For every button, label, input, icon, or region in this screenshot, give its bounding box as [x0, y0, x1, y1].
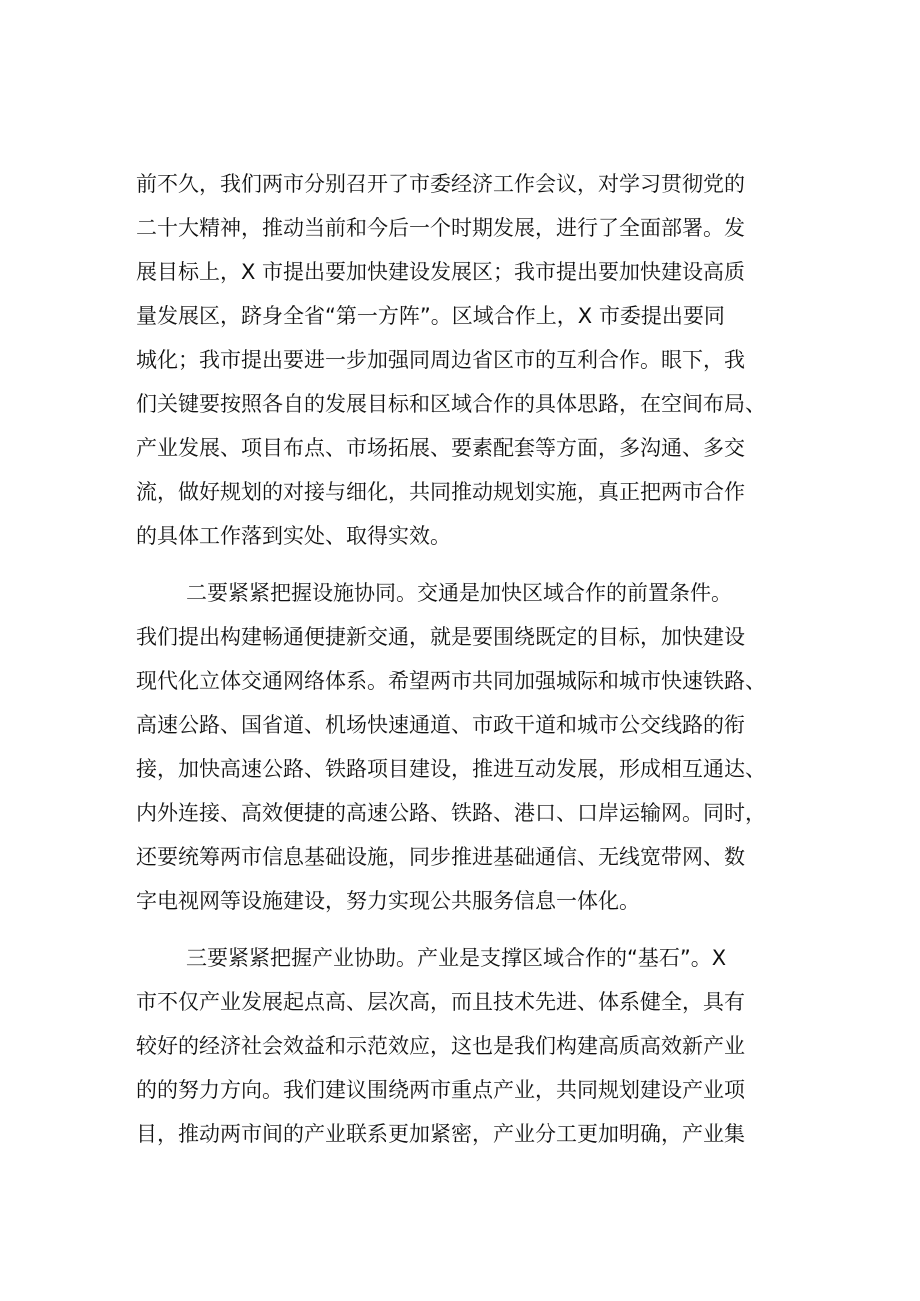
- text-line: 三要紧紧把握产业协助。产业是支撑区域合作的“基石”。X: [186, 946, 727, 970]
- text-line: 字电视网等设施建设，努力实现公共服务信息一体化。: [136, 889, 640, 913]
- text-line: 市不仅产业发展起点高、层次高，而且技术先进、体系健全，具有: [136, 990, 745, 1014]
- text-line: 还要统筹两市信息基础设施，同步推进基础通信、无线宽带网、数: [136, 845, 745, 869]
- paragraph-3: [136, 936, 800, 1156]
- text-line: 现代化立体交通网络体系。希望两市共同加强城际和城市快速铁路、: [136, 669, 766, 693]
- text-line: 的具体工作落到实处、取得实效。: [136, 524, 451, 548]
- text-line: 的的努力方向。我们建议围绕两市重点产业，共同规划建设产业项: [136, 1078, 745, 1102]
- text-line: 量发展区，跻身全省“第一方阵”。区域合作上，X 市委提出要同: [136, 304, 725, 328]
- paragraph-1: [136, 162, 800, 558]
- text-line: 产业发展、项目布点、市场拓展、要素配套等方面，多沟通、多交: [136, 436, 745, 460]
- text-line: 前不久，我们两市分别召开了市委经济工作会议，对学习贯彻党的: [136, 172, 745, 196]
- text-line: 较好的经济社会效益和示范效应，这也是我们构建高质高效新产业: [136, 1034, 745, 1058]
- text-line: 高速公路、国省道、机场快速通道、市政干道和城市公交线路的衔: [136, 713, 745, 737]
- text-line: 展目标上，X 市提出要加快建设发展区；我市提出要加快建设高质: [136, 260, 746, 284]
- paragraph-2: [136, 571, 800, 923]
- text-line: 目，推动两市间的产业联系更加紧密，产业分工更加明确，产业集: [136, 1122, 745, 1146]
- text-line: 城化；我市提出要进一步加强同周边省区市的互利合作。眼下，我: [136, 348, 745, 372]
- text-line: 我们提出构建畅通便捷新交通，就是要围绕既定的目标，加快建设: [136, 625, 745, 649]
- text-line: 们关键要按照各自的发展目标和区域合作的具体思路，在空间布局、: [136, 392, 766, 416]
- text-line: 二要紧紧把握设施协同。交通是加快区域合作的前置条件。: [186, 581, 732, 605]
- text-line: 接，加快高速公路、铁路项目建设，推进互动发展，形成相互通达、: [136, 757, 766, 781]
- document-body: [136, 162, 800, 1156]
- text-line: 流，做好规划的对接与细化，共同推动规划实施，真正把两市合作: [136, 480, 745, 504]
- text-line: 内外连接、高效便捷的高速公路、铁路、港口、口岸运输网。同时，: [136, 801, 766, 825]
- text-line: 二十大精神，推动当前和今后一个时期发展，进行了全面部署。发: [136, 216, 745, 240]
